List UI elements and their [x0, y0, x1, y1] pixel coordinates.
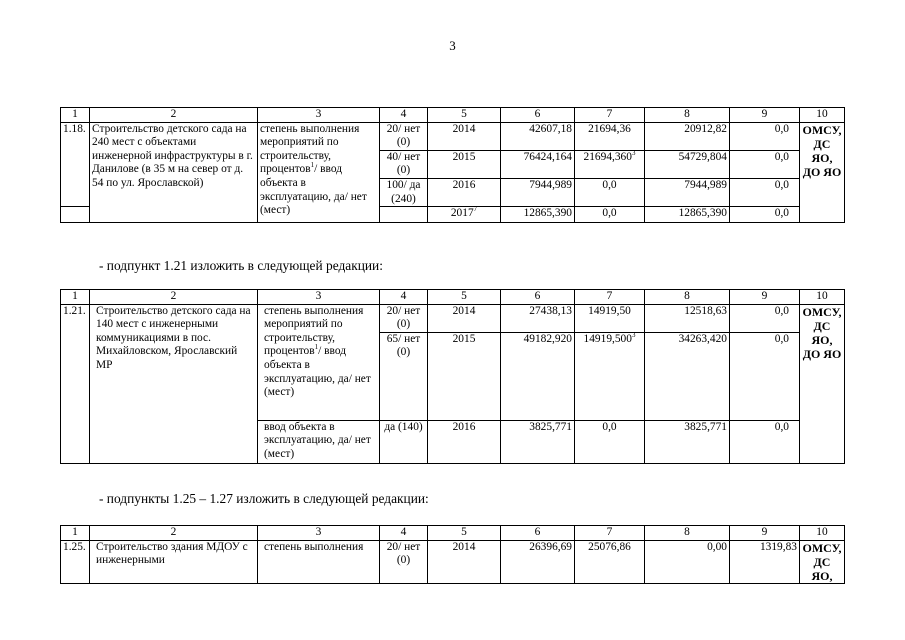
year-cell: 2014	[428, 122, 501, 150]
header-cell: 10	[800, 526, 845, 541]
header-cell: 7	[575, 290, 645, 305]
caption-subpoint-1-21: - подпункт 1.21 изложить в следующей редакции:	[99, 258, 383, 273]
year-cell: 2015	[428, 332, 501, 420]
table-item-1-25	[60, 525, 845, 584]
header-cell: 1	[61, 290, 90, 305]
header-cell: 8	[645, 526, 730, 541]
header-cell: 2	[90, 526, 258, 541]
item-number: 1.18.	[61, 122, 90, 207]
col9-cell: 0,0	[730, 207, 800, 223]
header-cell: 6	[501, 526, 575, 541]
table-item-1-18	[60, 107, 845, 223]
header-cell: 10	[800, 290, 845, 305]
col8-cell: 12865,390	[645, 207, 730, 223]
item-indicator: степень выполнения	[258, 540, 380, 583]
header-cell: 9	[730, 290, 800, 305]
col9-cell: 0,0	[730, 304, 800, 332]
col9-cell: 0,0	[730, 332, 800, 420]
header-cell: 5	[428, 108, 501, 123]
header-cell: 7	[575, 108, 645, 123]
header-cell: 4	[380, 108, 428, 123]
item-name: Строительство детского сада на 240 мест с объектами инженерной инфраструктуры в г. Данилове (в 35 м на север от д. 54 по ул. Ярославской)	[90, 122, 258, 223]
header-cell: 2	[90, 290, 258, 305]
target-value: 100/ да (240)	[380, 178, 428, 206]
col7-cell: 14919,500$^3$	[575, 332, 645, 420]
col9-cell: 0,0	[730, 420, 800, 463]
year-cell: 2016	[428, 178, 501, 206]
year-cell: 2017$^7$	[428, 207, 501, 223]
col8-cell: 0,00	[645, 540, 730, 583]
item-indicator: степень выполнения мероприятий по строительству, процентов$^1$/ ввод объекта в эксплуатацию, да/ нет (мест)	[258, 304, 380, 420]
item-number: 1.25.	[61, 540, 90, 583]
header-cell: 3	[258, 526, 380, 541]
year-cell: 2016	[428, 420, 501, 463]
total-cell: 27438,13	[501, 304, 575, 332]
total-cell: 49182,920	[501, 332, 575, 420]
executor-cell: ОМСУ, ДС ЯО, ДО ЯО	[800, 122, 845, 223]
year-cell: 2015	[428, 150, 501, 178]
item-indicator-2: ввод объекта в эксплуатацию, да/ нет (мест)	[258, 420, 380, 463]
header-cell: 3	[258, 290, 380, 305]
item-number-empty	[61, 207, 90, 223]
target-value: 40/ нет (0)	[380, 150, 428, 178]
target-value: 20/ нет (0)	[380, 122, 428, 150]
col9-cell: 1319,83	[730, 540, 800, 583]
page-number: 3	[449, 38, 456, 53]
executor-cell: ОМСУ, ДС ЯО,	[800, 540, 845, 583]
col9-cell: 0,0	[730, 122, 800, 150]
item-name: Строительство здания МДОУ с инженерными	[90, 540, 258, 583]
target-value: 20/ нет (0)	[380, 540, 428, 583]
col9-cell: 0,0	[730, 150, 800, 178]
col7-cell: 21694,360$^3$	[575, 150, 645, 178]
col9-cell: 0,0	[730, 178, 800, 206]
col8-cell: 3825,771	[645, 420, 730, 463]
target-value	[380, 207, 428, 223]
header-cell: 4	[380, 290, 428, 305]
col8-cell: 7944,989	[645, 178, 730, 206]
header-cell: 9	[730, 526, 800, 541]
header-cell: 10	[800, 108, 845, 123]
total-cell: 26396,69	[501, 540, 575, 583]
header-cell: 1	[61, 108, 90, 123]
total-cell: 76424,164	[501, 150, 575, 178]
col7-cell: 0,0	[575, 207, 645, 223]
header-cell: 8	[645, 290, 730, 305]
item-number: 1.21.	[61, 304, 90, 463]
header-cell: 9	[730, 108, 800, 123]
caption-subpoints-1-25-1-27: - подпункты 1.25 – 1.27 изложить в следующей редакции:	[99, 491, 429, 506]
header-cell: 7	[575, 526, 645, 541]
total-cell: 7944,989	[501, 178, 575, 206]
table-header-row	[61, 108, 845, 123]
target-value: 65/ нет (0)	[380, 332, 428, 420]
col8-cell: 54729,804	[645, 150, 730, 178]
year-cell: 2014	[428, 304, 501, 332]
col7-cell: 25076,86	[575, 540, 645, 583]
header-cell: 6	[501, 290, 575, 305]
col8-cell: 34263,420	[645, 332, 730, 420]
item-indicator: степень выполнения мероприятий по строительству, процентов$^1$/ ввод объекта в эксплуатацию, да/ нет (мест)	[258, 122, 380, 223]
header-cell: 5	[428, 526, 501, 541]
col7-cell: 21694,36	[575, 122, 645, 150]
item-name: Строительство детского сада на 140 мест с инженерными коммуникациями в пос. Михайловском, Ярославский МР	[90, 304, 258, 463]
executor-cell: ОМСУ, ДС ЯО, ДО ЯО	[800, 304, 845, 463]
target-value: 20/ нет (0)	[380, 304, 428, 332]
header-cell: 8	[645, 108, 730, 123]
header-cell: 3	[258, 108, 380, 123]
header-cell: 1	[61, 526, 90, 541]
col8-cell: 12518,63	[645, 304, 730, 332]
total-cell: 3825,771	[501, 420, 575, 463]
header-cell: 4	[380, 526, 428, 541]
total-cell: 12865,390	[501, 207, 575, 223]
table-item-1-21	[60, 289, 845, 464]
table-row	[61, 304, 845, 332]
table-header-row	[61, 290, 845, 305]
table-row	[61, 122, 845, 150]
col7-cell: 0,0	[575, 420, 645, 463]
target-value: да (140)	[380, 420, 428, 463]
table-header-row	[61, 526, 845, 541]
col7-cell: 0,0	[575, 178, 645, 206]
table-row	[61, 540, 845, 583]
header-cell: 5	[428, 290, 501, 305]
year-cell: 2014	[428, 540, 501, 583]
col7-cell: 14919,50	[575, 304, 645, 332]
col8-cell: 20912,82	[645, 122, 730, 150]
total-cell: 42607,18	[501, 122, 575, 150]
header-cell: 2	[90, 108, 258, 123]
header-cell: 6	[501, 108, 575, 123]
